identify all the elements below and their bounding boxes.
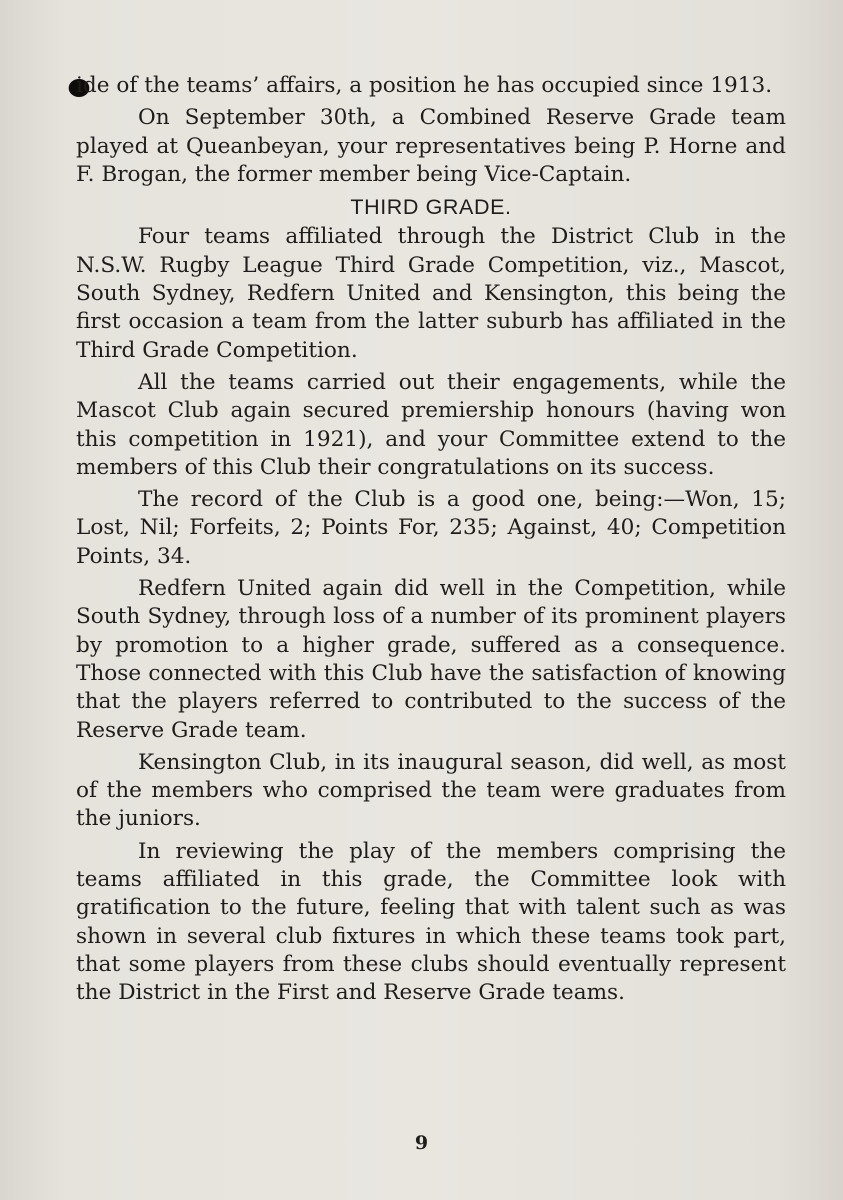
paragraph-combined-reserve: On September 30th, a Combined Reserve Grade team played at Queanbeyan, your representatives being P. Horne and F. Brogan, the former member being Vice-Captain.: [76, 105, 786, 187]
paragraph-kensington: Kensington Club, in its inaugural season, did well, as most of the members who comprised the team were graduates from the juniors.: [76, 749, 786, 832]
paragraph-club-record: The record of the Club is a good one, being:—Won, 15; Lost, Nil; Forfeits, 2; Points For, 235; Against, 40; Competition Points, 34.: [76, 487, 786, 569]
section-heading: THIRD GRADE.: [350, 195, 512, 220]
page-text-body: [76, 72, 786, 1012]
page-number: 9: [414, 1132, 429, 1154]
paragraph-continuation: ide of the teams’ affairs, a position he has occupied since 1913.: [76, 73, 773, 98]
paragraph-reviewing-play: In reviewing the play of the members comprising the teams affiliated in this grade, the Committee look with gratification to the future, feeling that with talent such as was shown in several club fixtures in which these teams took part, that some players from these clubs should eventually represent the District in the First and Reserve Grade teams.: [76, 838, 786, 1006]
paragraph-redfern-united: Redfern United again did well in the Competition, while South Sydney, through loss of a number of its prominent players by promotion to a higher grade, suffered as a consequence. Those connected with this Club have the satisfaction of knowing that the players referred to contributed to the success of the Reserve Grade team.: [76, 576, 786, 743]
paragraph-engagements: All the teams carried out their engagements, while the Mascot Club again secured premiership honours (having won this competition in 1921), and your Committee extend to the members of this Club their congratulations on its success.: [76, 369, 786, 480]
paragraph-affiliated-teams: Four teams affiliated through the District Club in the N.S.W. Rugby League Third Grade Competition, viz., Mascot, South Sydney, Redfern United and Kensington, this being the first occasion a team from the latter suburb has affiliated in the Third Grade Competition.: [76, 224, 786, 363]
